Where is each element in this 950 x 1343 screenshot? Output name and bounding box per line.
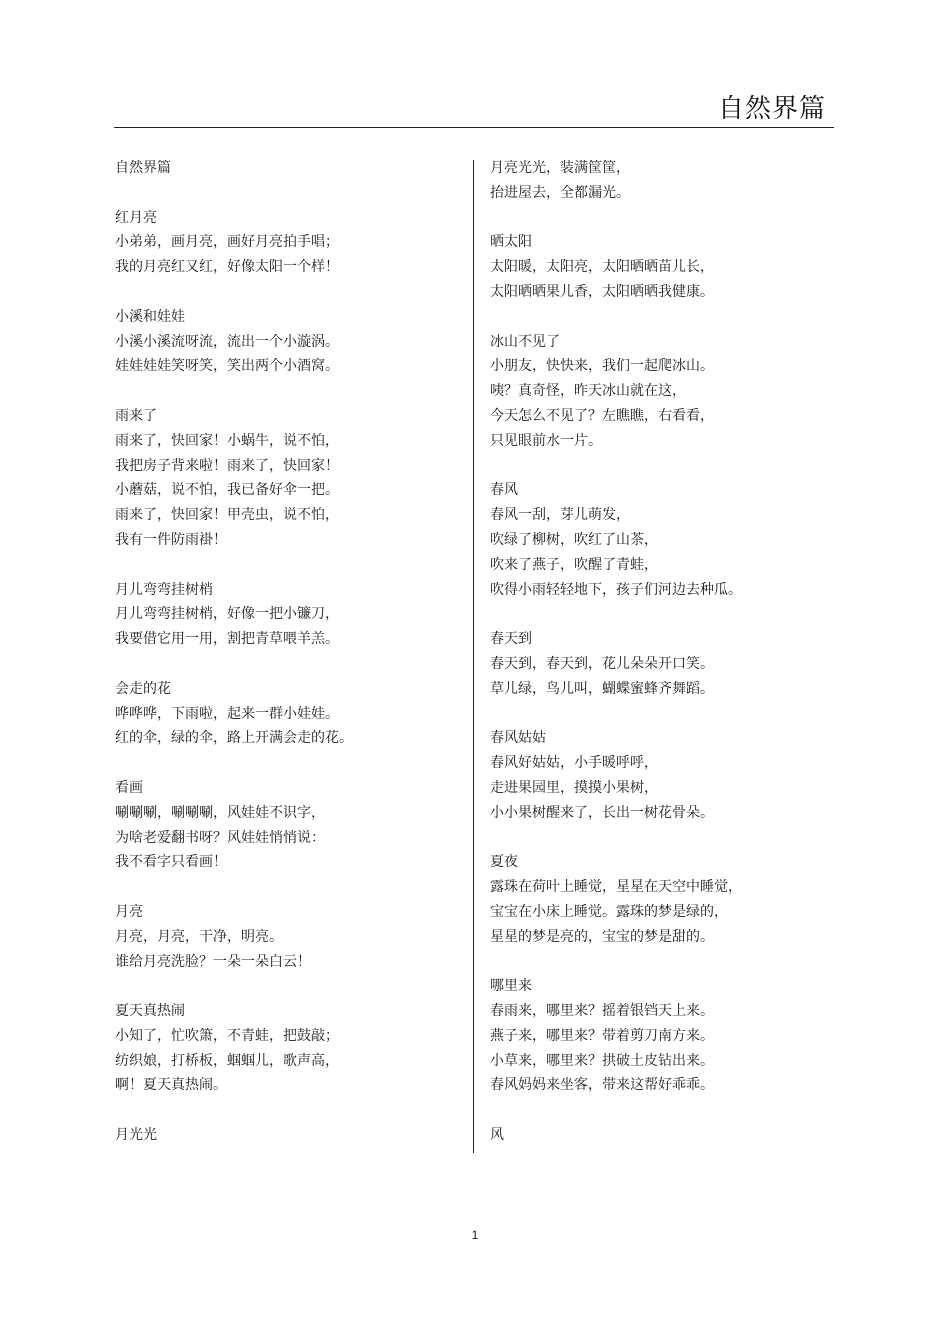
spacer (115, 1098, 460, 1123)
spacer (115, 181, 460, 206)
poem-line: 小知了，忙吹箫，不青蛙，把鼓敲； (115, 1027, 339, 1044)
poem-line: 我有一件防雨褂！ (115, 531, 227, 548)
poem-line: 抬进屋去，全都漏光。 (490, 184, 630, 201)
poem-line: 我不看字只看画！ (115, 854, 227, 871)
spacer (115, 553, 460, 578)
poem-line: 春雨来，哪里来？摇着银铛天上来。 (490, 1003, 714, 1020)
poem-line: 娃娃娃娃笑呀笑，笑出两个小酒窝。 (115, 358, 339, 375)
poem-line: 小小果树醒来了，长出一树花骨朵。 (490, 804, 714, 821)
poem-line: 春风好姑姑，小手暖呼呼， (490, 755, 658, 772)
spacer (490, 702, 835, 727)
spacer (490, 206, 835, 231)
poem-line: 草儿绿，鸟儿叫，蝴蝶蜜蜂齐舞蹈。 (490, 680, 714, 697)
poem-title: 夏天真热闹 (115, 1003, 185, 1020)
poem-title: 月光光 (115, 1127, 157, 1144)
spacer (490, 826, 835, 851)
poem-continuation (490, 156, 835, 206)
poem-line: 太阳暖，太阳亮，太阳晒晒苗儿长， (490, 259, 714, 276)
poem-line: 小朋友，快快来，我们一起爬冰山。 (490, 358, 714, 375)
poem-line: 红的伞，绿的伞，路上开满会走的花。 (115, 730, 353, 747)
poem (115, 677, 460, 751)
poem-title: 看画 (115, 779, 143, 796)
poem (115, 776, 460, 875)
left-column (115, 156, 460, 1148)
poem-title: 会走的花 (115, 680, 171, 697)
poem-line: 唰唰唰，唰唰唰，风娃娃不识字， (115, 804, 325, 821)
poem-title: 小溪和娃娃 (115, 308, 185, 325)
poem (115, 206, 460, 280)
spacer (115, 875, 460, 900)
poem-line: 月儿弯弯挂树梢，好像一把小镰刀， (115, 606, 339, 623)
poem (115, 578, 460, 652)
spacer (490, 1098, 835, 1123)
spacer (490, 950, 835, 975)
poem (490, 850, 835, 949)
poem-line: 月亮光光，装满筐筐， (490, 160, 630, 176)
poem-line: 燕子来，哪里来？带着剪刀南方来。 (490, 1027, 714, 1044)
poem (490, 230, 835, 304)
poem-line: 只见眼前水一片。 (490, 432, 602, 449)
poem-title: 月儿弯弯挂树梢 (115, 581, 213, 598)
spacer (115, 974, 460, 999)
poem-line: 小草来，哪里来？拱破土皮钻出来。 (490, 1052, 714, 1069)
spacer (115, 652, 460, 677)
poem-line: 啊！夏天真热闹。 (115, 1077, 227, 1094)
poem-line: 走进果园里，摸摸小果树， (490, 779, 658, 796)
poem-line: 今天怎么不见了？左瞧瞧，右看看， (490, 407, 714, 424)
poem-line: 吹绿了柳树，吹红了山茶， (490, 531, 658, 548)
spacer (490, 602, 835, 627)
poem-line: 雨来了，快回家！小蜗牛，说不怕， (115, 432, 339, 449)
spacer (115, 751, 460, 776)
poem-title: 雨来了 (115, 407, 157, 424)
poem-line: 吹来了燕子，吹醒了青蛙， (490, 556, 658, 573)
poem-title: 春天到 (490, 631, 532, 648)
poem-line: 谁给月亮洗脸？一朵一朵白云！ (115, 953, 311, 970)
poem-line: 吹得小雨轻轻地下，孩子们河边去种瓜。 (490, 581, 742, 598)
poem-title: 晒太阳 (490, 234, 532, 251)
poem-line: 月亮，月亮，干净，明亮。 (115, 928, 283, 945)
poem-line: 我要借它用一用，割把青草喂羊羔。 (115, 631, 339, 648)
poem-title: 风 (490, 1127, 504, 1144)
poem-line: 星星的梦是亮的，宝宝的梦是甜的。 (490, 928, 714, 945)
poem-line: 春风妈妈来坐客，带来这帮好乖乖。 (490, 1077, 714, 1094)
spacer (490, 305, 835, 330)
poem (490, 974, 835, 1098)
spacer (115, 379, 460, 404)
poem-line: 宝宝在小床上睡觉。露珠的梦是绿的， (490, 903, 728, 920)
poem (115, 404, 460, 553)
poem-title: 月亮 (115, 903, 143, 920)
poem-line: 纺织娘，打桥板，蝈蝈儿，歌声高， (115, 1052, 339, 1069)
poem-line: 咦？真奇怪，昨天冰山就在这， (490, 383, 686, 400)
poem-line: 太阳晒晒果儿香，太阳晒晒我健康。 (490, 283, 714, 300)
poem (115, 900, 460, 974)
page-number: 1 (471, 1228, 479, 1242)
poem-line: 小蘑菇，说不怕，我已备好伞一把。 (115, 482, 339, 499)
poem-line: 春风一刮，芽儿萌发， (490, 507, 630, 524)
poem-line: 哗哗哗，下雨啦，起来一群小娃娃。 (115, 705, 339, 722)
poem-line: 小弟弟，画月亮，画好月亮拍手唱； (115, 234, 339, 251)
section-intro: 自然界篇 (115, 160, 171, 176)
poem-line: 露珠在荷叶上睡觉，星星在天空中睡觉， (490, 879, 742, 896)
column-divider (473, 160, 474, 1153)
poem (490, 726, 835, 825)
poem (490, 330, 835, 454)
spacer (490, 454, 835, 479)
poem-line: 春天到，春天到，花儿朵朵开口笑。 (490, 655, 714, 672)
poem (490, 627, 835, 701)
poem-line: 小溪小溪流呀流，流出一个小漩涡。 (115, 333, 339, 350)
poem (490, 478, 835, 602)
poem-line: 为啥老爱翻书呀？风娃娃悄悄说： (115, 829, 325, 846)
poem-title: 冰山不见了 (490, 333, 560, 350)
poem-title: 夏夜 (490, 854, 518, 871)
spacer (115, 280, 460, 305)
poem-line: 雨来了，快回家！甲壳虫，说不怕， (115, 507, 339, 524)
poem-title: 哪里来 (490, 978, 532, 995)
page-header-title: 自然界篇 (717, 94, 826, 124)
poem-title: 春风 (490, 482, 518, 499)
poem-line: 我把房子背来啦！雨来了，快回家！ (115, 457, 339, 474)
header-rule (114, 127, 834, 128)
poem-line: 我的月亮红又红，好像太阳一个样！ (115, 259, 339, 276)
right-column (490, 156, 835, 1148)
poem-title: 春风姑姑 (490, 730, 546, 747)
poem-title: 红月亮 (115, 209, 157, 226)
poem (490, 1123, 835, 1148)
poem (115, 999, 460, 1098)
poem (115, 1123, 460, 1148)
poem (115, 305, 460, 379)
